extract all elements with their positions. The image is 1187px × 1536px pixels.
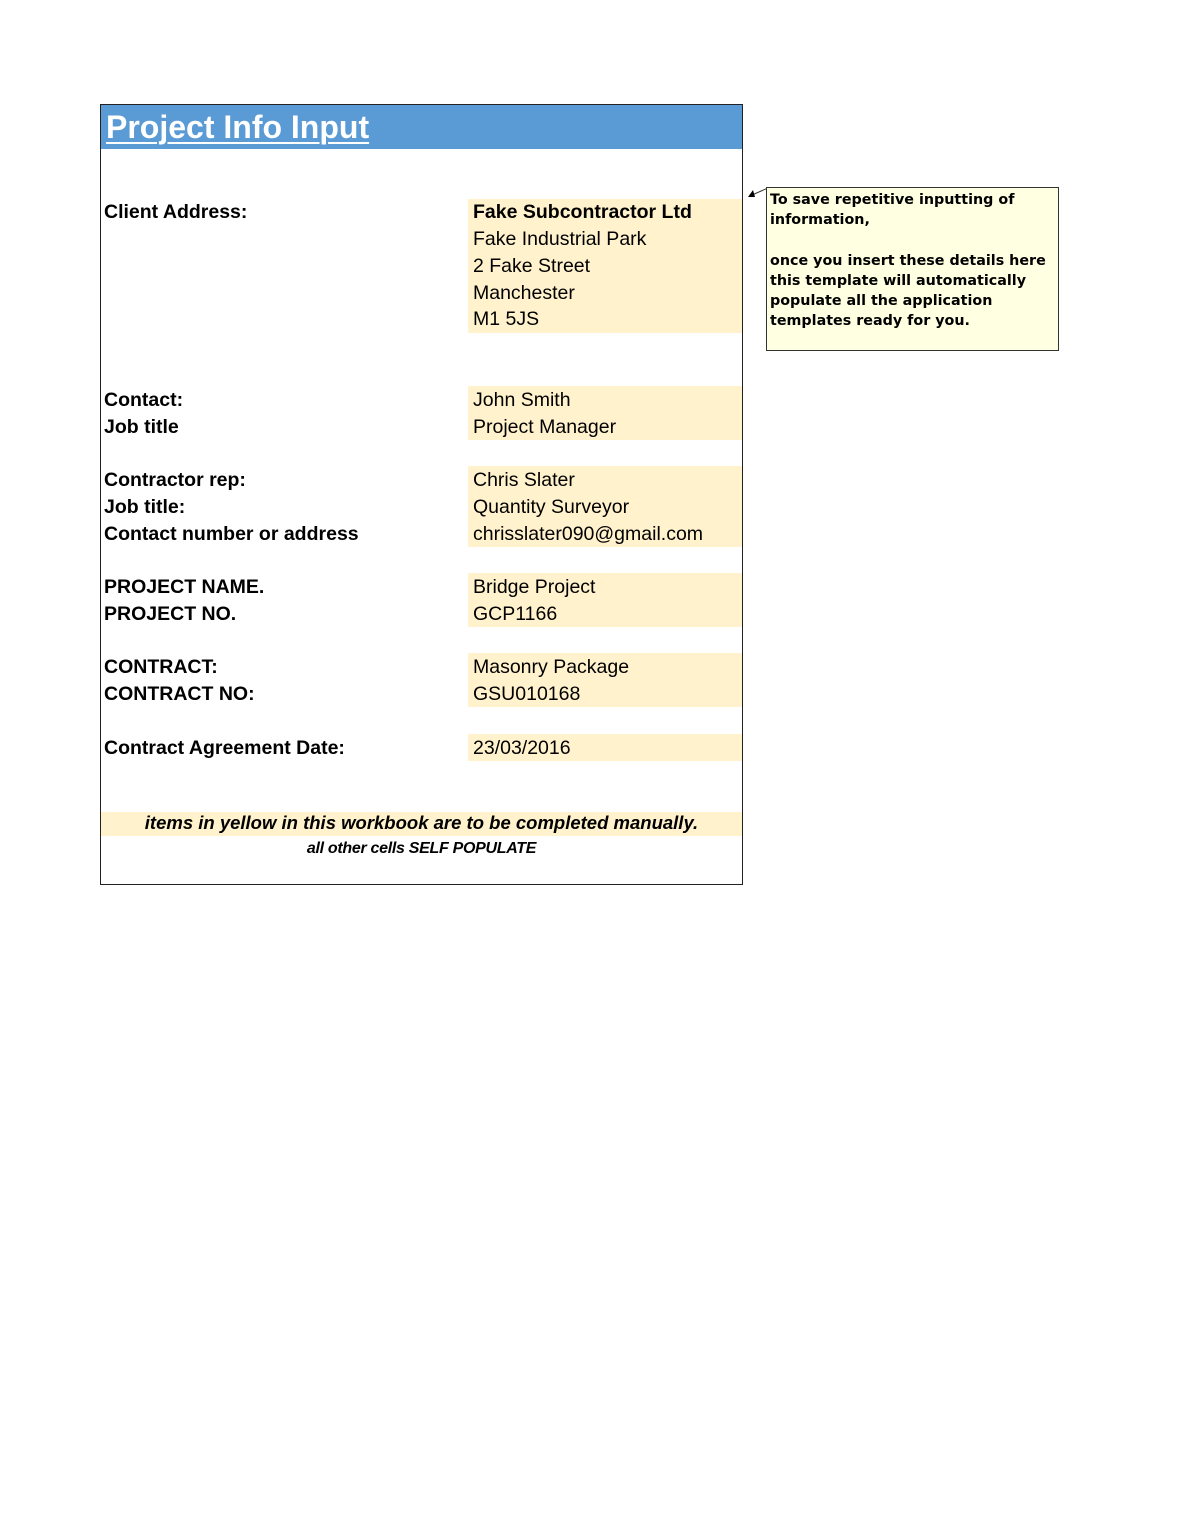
project-no-label: PROJECT NO.: [104, 603, 237, 625]
rep-job-title-value: Quantity Surveyor: [473, 496, 630, 518]
contact-job-title-label: Job title: [104, 416, 179, 438]
contractor-rep-value: Chris Slater: [473, 469, 575, 491]
comment-paragraph-2: once you insert these details here this template will automatically populate all the application templates ready for you.: [770, 252, 1046, 330]
client-address-line-2: Fake Industrial Park: [473, 228, 647, 250]
project-no-value: GCP1166: [473, 603, 558, 625]
contractor-rep-label: Contractor rep:: [104, 469, 246, 491]
comment-spacer: [770, 231, 1055, 251]
contract-no-label: CONTRACT NO:: [104, 683, 255, 705]
client-address-line-1: Fake Subcontractor Ltd: [473, 201, 692, 223]
comment-paragraph-1: To save repetitive inputting of information,: [770, 192, 1015, 229]
project-info-sheet: [100, 104, 743, 885]
contract-no-value: GSU010168: [473, 683, 581, 705]
title-bar: [101, 105, 742, 149]
rep-job-title-label: Job title:: [104, 496, 186, 518]
comment-note: [766, 187, 1059, 351]
footer-note-self-populate: all other cells SELF POPULATE: [306, 840, 537, 857]
page-title: Project Info Input: [106, 109, 370, 145]
contact-number-label: Contact number or address: [104, 523, 359, 545]
project-name-value: Bridge Project: [473, 576, 596, 598]
client-address-line-4: Manchester: [473, 282, 575, 304]
contact-number-value: chrisslater090@gmail.com: [473, 523, 704, 545]
contact-value: John Smith: [473, 389, 571, 411]
client-address-label: Client Address:: [104, 201, 248, 223]
agreement-date-value: 23/03/2016: [473, 737, 571, 759]
comment-pointer-icon: [748, 187, 768, 197]
contract-value: Masonry Package: [473, 656, 630, 678]
footer-note-manual: items in yellow in this workbook are to be completed manually.: [144, 812, 699, 833]
contact-label: Contact:: [104, 389, 184, 411]
client-address-line-5: M1 5JS: [473, 308, 540, 330]
agreement-date-label: Contract Agreement Date:: [104, 737, 345, 759]
contract-label: CONTRACT:: [104, 656, 218, 678]
contact-job-title-value: Project Manager: [473, 416, 617, 438]
project-name-label: PROJECT NAME.: [104, 576, 265, 598]
client-address-line-3: 2 Fake Street: [473, 255, 591, 277]
